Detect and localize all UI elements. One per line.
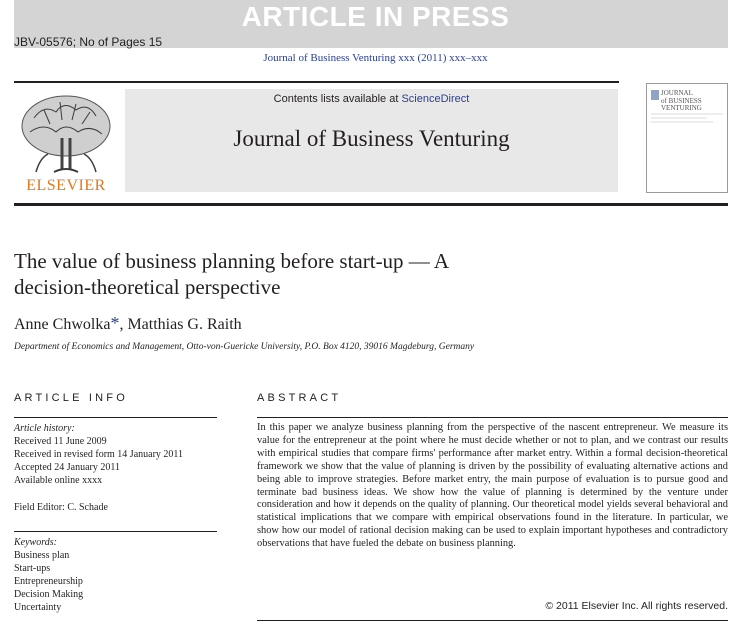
article-in-press-label: ARTICLE IN PRESS xyxy=(241,1,510,32)
author-name: Anne Chwolka xyxy=(14,316,111,333)
copyright-notice: © 2011 Elsevier Inc. All rights reserved. xyxy=(545,600,728,612)
keyword-item: Entrepreneurship xyxy=(14,575,83,587)
article-id: JBV-05576; No of Pages 15 xyxy=(14,35,163,49)
corresponding-author-link[interactable]: * xyxy=(110,313,120,333)
cover-title-line-1: JOURNAL xyxy=(661,89,693,97)
author-list xyxy=(14,313,242,334)
abstract-rule-top xyxy=(257,417,728,418)
history-entry: Received in revised form 14 January 2011 xyxy=(14,448,184,460)
history-entry: Accepted 24 January 2011 xyxy=(14,461,120,473)
contents-availability-line xyxy=(125,93,618,105)
article-history xyxy=(14,423,183,488)
field-editor: Field Editor: C. Schade xyxy=(14,502,108,513)
paper-title xyxy=(14,248,634,300)
paper-title-line-1: The value of business planning before start-up — A xyxy=(14,249,450,273)
article-info-heading: ARTICLE INFO xyxy=(14,392,128,404)
history-entry: Available online xxxx xyxy=(14,474,103,486)
contents-prefix: Contents lists available at xyxy=(273,93,402,105)
author-name: Matthias G. Raith xyxy=(127,316,242,333)
keywords-list xyxy=(14,537,83,614)
keyword-item: Business plan xyxy=(14,549,70,561)
article-history-label: Article history: xyxy=(14,423,75,434)
abstract-text: In this paper we analyze business planning from the perspective of the nascent entrepreneur. We measure its value for the entrepreneur at the point where he must decide whether or not to plan, and we contrast our results with empirical studies that compare firms' performance after market entry. Within a formal decision-theoretical framework we show that the value of planning is driven by the possibility of evaluating alternative actions and being able to improve strategies. Before market entry, the main purpose of evaluation is to pursue good and terminate bad business ideas. We show how the value of planning is determined by the venture under consideration and how it depends on the quality of planning. Our theoretical model yields several behavioral and statistical implications that we compare with empirical observations found in the literature. In particular, we show how our model of rational decision making can be used to explain important hypotheses and contradictory observations that have fueled the debate on business planning. xyxy=(257,422,728,550)
cover-title-line-3: VENTURING xyxy=(661,104,702,112)
keyword-item: Uncertainty xyxy=(14,601,62,613)
keywords-label: Keywords: xyxy=(14,537,57,548)
article-info-rule xyxy=(14,417,217,418)
cover-title-line-2: of BUSINESS xyxy=(661,96,702,105)
journal-title: Journal of Business Venturing xyxy=(233,126,510,151)
paper-title-line-2: decision-theoretical perspective xyxy=(14,275,281,299)
sciencedirect-link[interactable]: ScienceDirect xyxy=(401,93,470,105)
keyword-item: Decision Making xyxy=(14,588,84,600)
keywords-rule xyxy=(14,531,217,532)
abstract-heading: ABSTRACT xyxy=(257,392,342,404)
journal-cover-thumbnail[interactable] xyxy=(646,83,728,193)
publisher-logo-text: ELSEVIER xyxy=(26,177,106,194)
abstract-rule-bottom xyxy=(257,620,728,621)
history-entry: Received 11 June 2009 xyxy=(14,435,107,447)
author-separator: , xyxy=(119,316,128,333)
keyword-item: Start-ups xyxy=(14,562,51,574)
header-rule-bottom xyxy=(14,203,728,206)
author-affiliation: Department of Economics and Management, Otto-von-Guericke University, P.O. Box 4120, 39016 Magdeburg, Germany xyxy=(14,342,475,352)
header-rule-top xyxy=(14,81,619,83)
journal-citation-link[interactable]: Journal of Business Venturing xxx (2011) xxx–xxx xyxy=(263,52,488,64)
